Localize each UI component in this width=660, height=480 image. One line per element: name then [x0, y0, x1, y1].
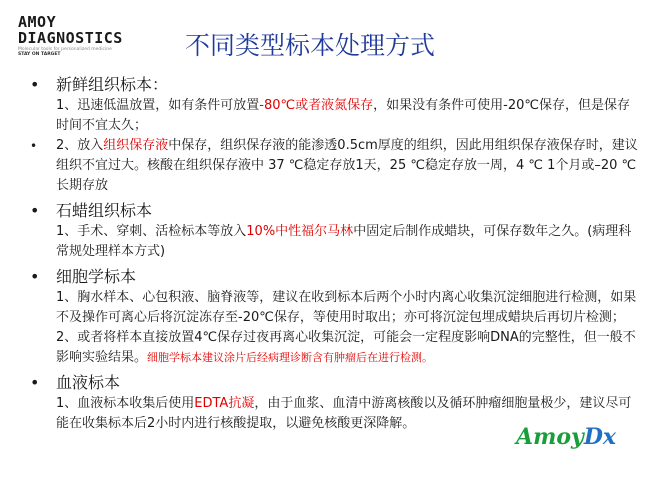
highlight-text: 细胞学标本建议涂片后经病理诊断含有肿瘤后在进行检测。 [147, 351, 434, 364]
section-heading-blood [30, 372, 640, 394]
heading-text: 石蜡组织标本 [56, 201, 153, 220]
amoydx-brand-logo [512, 417, 640, 453]
paragraph-cytology-2 [30, 328, 640, 368]
heading-text: 细胞学标本 [56, 267, 137, 286]
paragraph-tissue-1 [30, 96, 640, 136]
highlight-text: 组织保存液 [103, 138, 169, 153]
heading-text: 血液标本 [56, 373, 121, 392]
text-segment: 2、放入 [56, 138, 104, 153]
logo-tagline: Molecular tools for personalized medicine [18, 47, 112, 52]
text-segment: 中固定后制作成蜡块，可保存数年之久。(病理科常规处理样本方式) [56, 224, 632, 259]
logo-line-2: DIAGNOSTICS [18, 29, 123, 47]
amoy-diagnostics-logo [18, 14, 148, 57]
highlight-text: EDTA抗凝 [194, 396, 255, 411]
section-heading-fresh-tissue [30, 74, 640, 96]
bullet-icon: • [30, 139, 38, 153]
highlight-text: 10%中性福尔马林 [246, 224, 354, 239]
section-heading-cytology [30, 266, 640, 288]
highlight-text: -80℃或者液氮保存 [259, 98, 374, 113]
bullet-icon: • [30, 201, 40, 220]
logo-line-1: AMOY [18, 13, 57, 31]
text-segment: 2、或者将样本直接放置4℃保存过夜再离心收集沉淀，可能会一定程度影响DNA的完整性，但一般不影响实验结果。 [56, 330, 636, 365]
bullet-icon: • [30, 267, 40, 286]
text-segment: 1、迅速低温放置，如有条件可放置 [56, 98, 260, 113]
paragraph-tissue-2 [30, 136, 640, 196]
logo-slogan: STAY ON TARGET [18, 52, 61, 57]
text-segment: 1、手术、穿刺、活检标本等放入 [56, 224, 247, 239]
svg-text:AmoyDx: AmoyDx [516, 424, 617, 450]
slide-content [30, 70, 640, 434]
text-segment: ，由于血浆、血清中游离核酸以及循环肿瘤细胞量极少，建议尽可能在收集标本后2小时内进行核酸提取，以避免核酸更深降解。 [56, 396, 632, 431]
text-segment: 1、血液标本收集后使用 [56, 396, 195, 411]
bullet-icon: • [30, 75, 40, 94]
text-segment: 中保存，组织保存液的能渗透0.5cm厚度的组织，因此用组织保存液保存时，建议组织不宜过大。核酸在组织保存液中 37 ℃稳定存放1天，25 ℃稳定存放一周，4 ℃ 1个月或–20 ℃长期存放 [56, 138, 638, 193]
heading-text: 新鲜组织标本： [56, 75, 169, 94]
bullet-icon: • [30, 373, 40, 392]
paragraph-ffpe-1 [30, 222, 640, 262]
text-segment: ，如果没有条件可使用-20℃保存，但是保存时间不宜太久； [56, 98, 630, 133]
paragraph-cytology-1: 1、胸水样本、心包积液、脑脊液等，建议在收到标本后两个小时内离心收集沉淀细胞进行检测，如果不及操作可离心后将沉淀冻存至-20℃保存，等使用时取出；亦可将沉淀包埋成蜡块后再切片检测； [56, 290, 637, 325]
section-heading-ffpe [30, 200, 640, 222]
page-title: 不同类型标本处理方式 [185, 31, 436, 60]
